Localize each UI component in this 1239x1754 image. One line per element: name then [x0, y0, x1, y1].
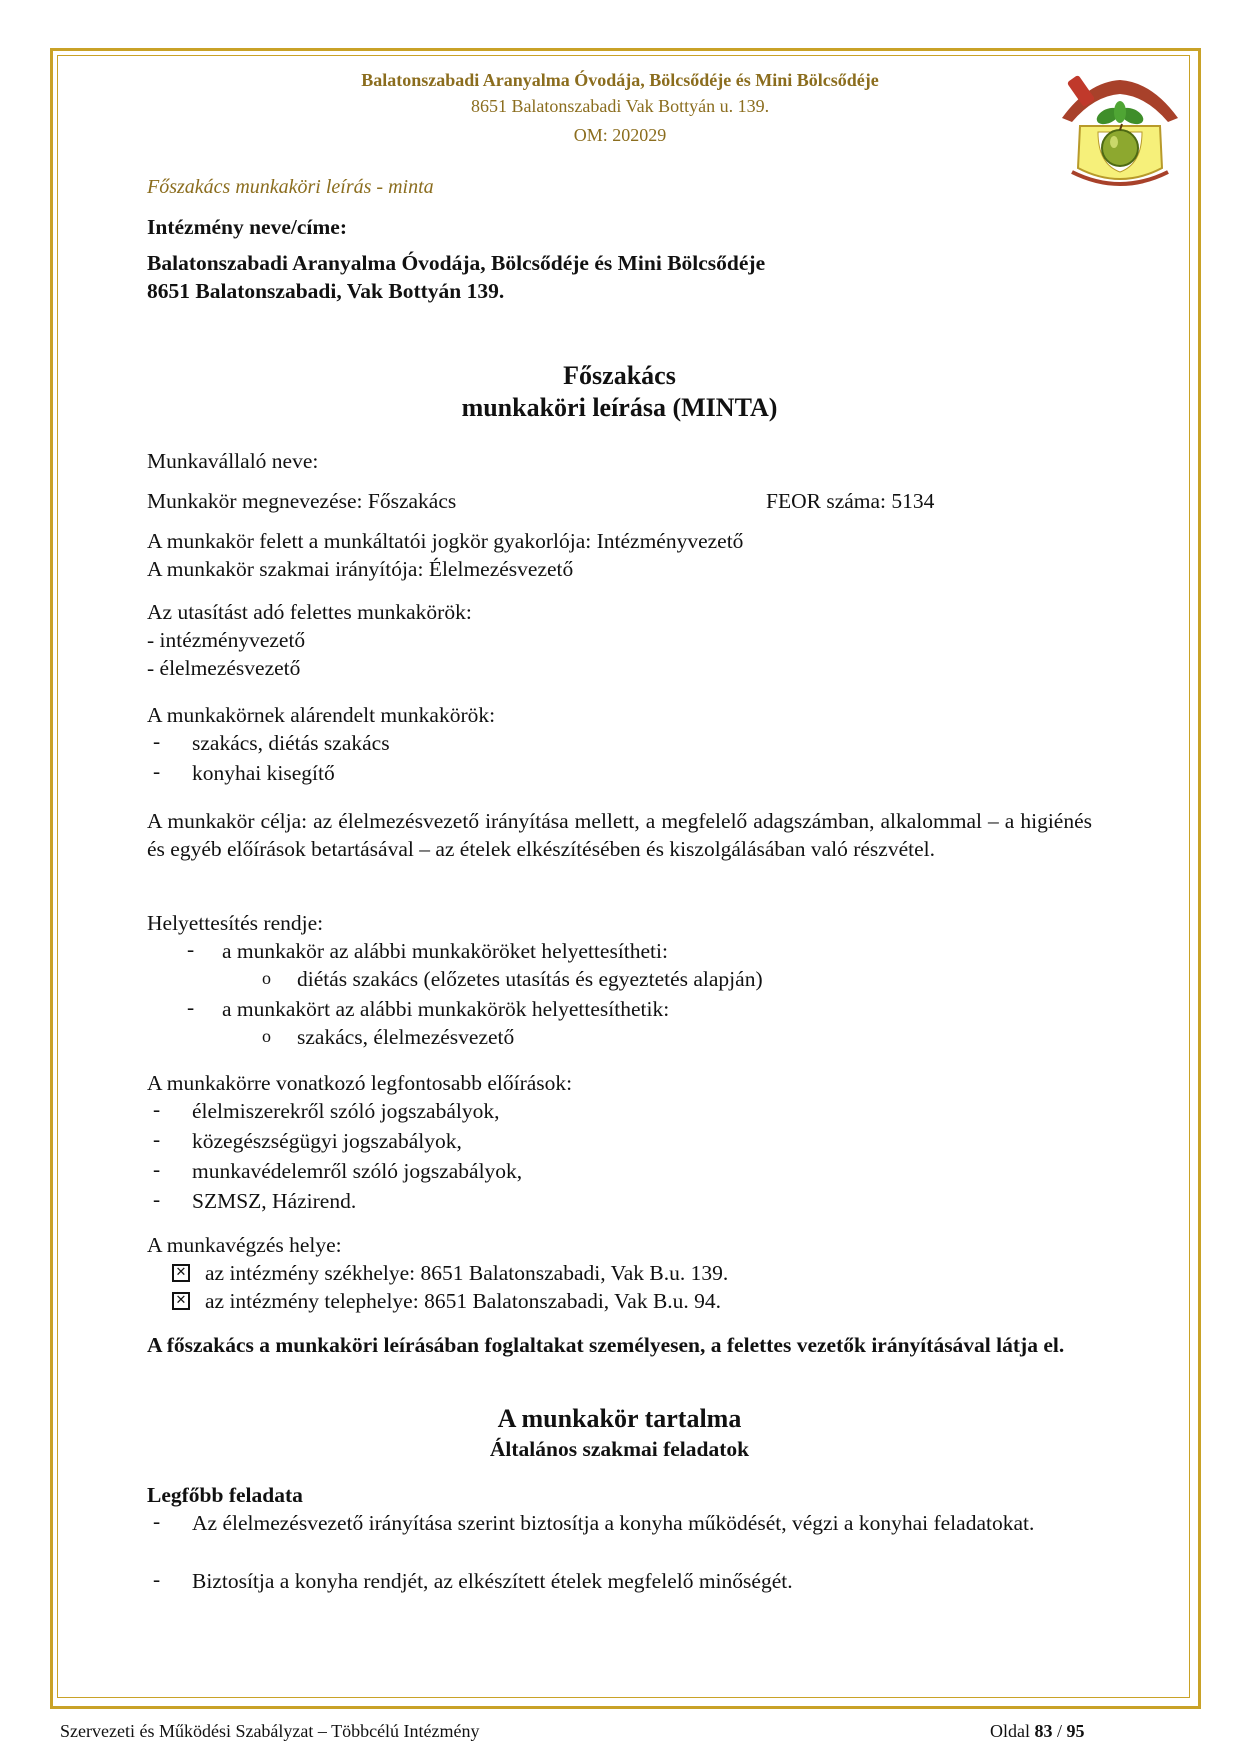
header-institution-name: Balatonszabadi Aranyalma Óvodája, Bölcsődéje és Mini Bölcsődéje	[361, 70, 879, 90]
dash-bullet: -	[153, 759, 161, 783]
list-item: diétás szakács (előzetes utasítás és egyeztetés alapján)	[297, 967, 763, 991]
page-current: 83	[1034, 1721, 1053, 1741]
list-item: élelmiszerekről szóló jogszabályok,	[192, 1099, 500, 1123]
responsibility-statement: A főszakács a munkaköri leírásában foglaltakat személyesen, a felettes vezetők irányításával látja el.	[147, 1333, 1065, 1357]
checked-checkbox[interactable]: ✕	[172, 1292, 190, 1310]
dash-bullet: -	[153, 1567, 161, 1591]
institution-address: 8651 Balatonszabadi, Vak Bottyán 139.	[147, 279, 505, 303]
employer-field: A munkakör felett a munkáltatói jogkör gyakorlója: Intézményvezető	[147, 529, 744, 553]
checked-checkbox[interactable]: ✕	[172, 1264, 190, 1282]
employee-name-field: Munkavállaló neve:	[147, 449, 319, 473]
regulations-heading: A munkakörre vonatkozó legfontosabb előírások:	[147, 1071, 573, 1095]
list-item: SZMSZ, Házirend.	[192, 1189, 357, 1213]
header-address: 8651 Balatonszabadi Vak Bottyán u. 139.	[470, 96, 770, 116]
job-name-field: Munkakör megnevezése: Főszakács	[147, 489, 457, 513]
document-title: Főszakács	[563, 361, 676, 390]
feor-number-field: FEOR száma: 5134	[766, 489, 935, 513]
list-item: a munkakör az alábbi munkaköröket helyettesítheti:	[222, 939, 668, 963]
dash-bullet: -	[153, 1157, 161, 1181]
institution-name: Balatonszabadi Aranyalma Óvodája, Bölcsődéje és Mini Bölcsődéje	[147, 251, 766, 275]
workplace-heading: A munkavégzés helye:	[147, 1233, 342, 1257]
list-item: szakács, élelmezésvezető	[297, 1025, 515, 1049]
subordinates-heading: A munkakörnek alárendelt munkakörök:	[147, 703, 496, 727]
footer-page-number	[990, 1721, 1085, 1742]
subsection-heading: Legfőbb feladata	[147, 1483, 303, 1507]
institution-label: Intézmény neve/címe:	[147, 215, 347, 239]
circle-bullet: o	[262, 1026, 271, 1046]
dash-bullet: -	[153, 1097, 161, 1121]
section-subtitle: Általános szakmai feladatok	[489, 1437, 750, 1461]
circle-bullet: o	[262, 968, 271, 988]
page-label: Oldal	[990, 1721, 1030, 1741]
job-purpose-paragraph: A munkakör célja: az élelmezésvezető irányítása mellett, a megfelelő adagszámban, alkalommal – a higiénés és egyéb előírások betartásával – az ételek elkészítésében és kiszolgálásában való részvétel.	[147, 809, 1092, 861]
document-subtitle: munkaköri leírása (MINTA)	[461, 393, 778, 422]
supervisor-field: A munkakör szakmai irányítója: Élelmezésvezető	[147, 557, 574, 581]
section-title: A munkakör tartalma	[497, 1404, 742, 1433]
substitution-heading: Helyettesítés rendje:	[147, 911, 324, 935]
footer-document-title: Szervezeti és Működési Szabályzat – Többcélú Intézmény	[60, 1721, 480, 1741]
list-item: Az élelmezésvezető irányítása szerint biztosítja a konyha működését, végzi a konyhai feladatokat.	[192, 1511, 1035, 1535]
apple-house-logo	[1058, 72, 1182, 194]
dash-bullet: -	[153, 1187, 161, 1211]
superiors-heading: Az utasítást adó felettes munkakörök:	[147, 600, 472, 624]
list-item: közegészségügyi jogszabályok,	[192, 1129, 462, 1153]
dash-bullet: -	[153, 729, 161, 753]
list-item: - élelmezésvezető	[147, 656, 301, 680]
dash-bullet: -	[187, 937, 195, 961]
list-item: az intézmény székhelye: 8651 Balatonszabadi, Vak B.u. 139.	[205, 1261, 729, 1285]
dash-bullet: -	[153, 1509, 161, 1533]
list-item: konyhai kisegítő	[192, 761, 335, 785]
dash-bullet: -	[187, 995, 195, 1019]
page-total: 95	[1066, 1721, 1085, 1741]
list-item: az intézmény telephelye: 8651 Balatonszabadi, Vak B.u. 94.	[205, 1289, 722, 1313]
list-item: munkavédelemről szóló jogszabályok,	[192, 1159, 523, 1183]
dash-bullet: -	[153, 1127, 161, 1151]
page-separator: /	[1057, 1721, 1063, 1741]
list-item: - intézményvezető	[147, 628, 306, 652]
document-label: Főszakács munkaköri leírás - minta	[147, 176, 434, 198]
header-om-number: OM: 202029	[573, 125, 667, 145]
list-item: a munkakört az alábbi munkakörök helyettesíthetik:	[222, 997, 670, 1021]
list-item: Biztosítja a konyha rendjét, az elkészített ételek megfelelő minőségét.	[192, 1569, 793, 1593]
list-item: szakács, diétás szakács	[192, 731, 390, 755]
